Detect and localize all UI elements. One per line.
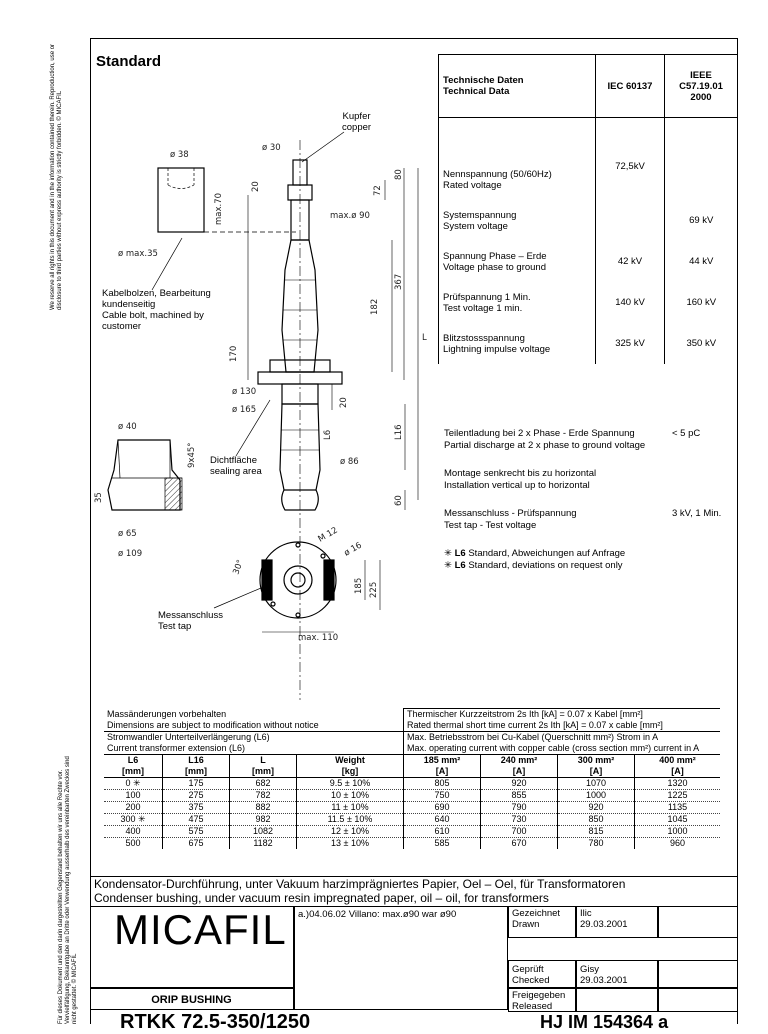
- dim-chamfer: 9x45°: [187, 442, 197, 468]
- released-value: [576, 988, 658, 1012]
- checked-value: Gisy 29.03.2001: [576, 960, 658, 988]
- released-label: Freigegeben Released: [508, 988, 576, 1012]
- dim-170: 170: [229, 345, 239, 362]
- table-row: 100 275 782 10 ± 10% 750 855 1000 1225: [104, 790, 720, 802]
- td-row: Prüfspannung 1 Min. Test voltage 1 min. 140 kV 160 kV: [439, 282, 738, 323]
- drawn-label: Gezeichnet Drawn: [508, 906, 576, 938]
- dim-d40: ø 40: [118, 422, 137, 432]
- dim-72: 72: [373, 185, 383, 196]
- td-header-label: Technische Daten Technical Data: [439, 55, 596, 118]
- sheet-title: Standard: [96, 53, 162, 70]
- dim-maxd35: ø max.35: [118, 249, 158, 259]
- table-row: 500 675 1182 13 ± 10% 585 670 780 960: [104, 838, 720, 850]
- drawn-sign: [658, 906, 738, 938]
- dimensions-table: Massänderungen vorbehalten Thermischer Kurzzeitstrom 2s Ith [kA] = 0.07 x Kabel [mm²] Dimensions are subject to modification without notice Rated thermal short time current 2s Ith [kA] = 0.07 x cable [mm²] Stromwandler Unterteilverlängerung (L6) Max. Betriebsstrom bei Cu-Kabel (Querschnitt mm²) Strom in A Current transformer extension (L6) Max. operating current with copper cable (cross section mm²) current in A L6 L16 L Weight 185 mm² 240 mm² 300 mm² 400 mm² [mm] [mm] [mm] [kg] [A] [A] [A] [A] 0 ✳ 175 682 9.5 ± 10% 805 920 1070 1320 100 275 782 10 ± 10% 750 855 1000 1225 200 375 882 11 ± 10% 690 790 920 1135 300 ✳ 475 982 11.5 ± 10% 640 730 850 1045 400 575 1082 12 ± 10% 610 700 815 1000 500 675 1182 13 ± 10% 585 670 780 960: [104, 708, 720, 849]
- type-code: RTKK 72.5-350/1250: [120, 1011, 311, 1033]
- label-test-tap: Messanschluss Test tap: [158, 610, 223, 632]
- dim-80: 80: [394, 169, 404, 180]
- product-name: ORIP BUSHING: [90, 988, 294, 1010]
- drawn-value: Ilic 29.03.2001: [576, 906, 658, 938]
- info-installation: Montage senkrecht bis zu horizontal Installation vertical up to horizontal: [444, 468, 597, 491]
- dim-L16: L16: [394, 424, 404, 440]
- dim-d130: ø 130: [232, 387, 257, 397]
- dim-d86: ø 86: [340, 457, 359, 467]
- revision-box: a.)04.06.02 Villano: max.ø90 war ø90: [294, 906, 508, 1010]
- dim-maxd90: max.ø 90: [330, 211, 370, 221]
- td-row: Nennspannung (50/60Hz) Rated voltage 72,5kV: [439, 159, 738, 200]
- dim-d65: ø 65: [118, 529, 137, 539]
- table-row: 400 575 1082 12 ± 10% 610 700 815 1000: [104, 826, 720, 838]
- dim-d165: ø 165: [232, 405, 257, 415]
- dim-182: 182: [370, 298, 380, 315]
- dim-d38: ø 38: [170, 150, 189, 160]
- dim-367: 367: [394, 273, 404, 290]
- dim-m12: M 12: [316, 525, 340, 545]
- star-icon: ✳: [132, 778, 141, 788]
- dim-30deg: 30°: [231, 558, 246, 577]
- checked-sign: [658, 960, 738, 988]
- rights-note-bottom: Für dieses Dokument und den darin dargestellten Gegenstand behalten wir uns alle Rechte vor. Vervielfältigung, Bekanntgabe an Dritte oder Verwendung ausserhalb des vereinbarten Zweckes sind nicht gestattet. © MICAFIL: [58, 756, 78, 1024]
- dim-L: L: [422, 333, 427, 343]
- label-copper: Kupfer copper: [342, 111, 372, 133]
- dim-d109: ø 109: [118, 549, 143, 559]
- dim-20: 20: [251, 181, 261, 192]
- star-icon: ✳: [444, 548, 452, 559]
- dim-d16: ø 16: [342, 540, 364, 559]
- bushing-description: Kondensator-Durchführung, unter Vakuum harzimprägniertes Papier, Oel – Oel, für Transformatoren Condenser bushing, under vacuum resin impregnated paper, oil – oil, for transformers: [90, 876, 738, 905]
- dim-35: 35: [94, 492, 104, 503]
- micafil-logo: MICAFIL: [114, 906, 287, 953]
- label-sealing-area: Dichtfläche sealing area: [210, 455, 262, 477]
- td-header-iec: IEC 60137: [596, 55, 665, 118]
- td-header-ieee: IEEE C57.19.01 2000: [665, 55, 738, 118]
- cable-bolt-shape: [158, 168, 204, 232]
- table-row: 0 ✳ 175 682 9.5 ± 10% 805 920 1070 1320: [104, 778, 720, 790]
- info-test-tap-value: 3 kV, 1 Min.: [672, 508, 722, 519]
- star-icon: ✳: [444, 560, 452, 571]
- dim-185: 185: [354, 577, 364, 594]
- dim-d30: ø 30: [262, 143, 281, 153]
- dim-60: 60: [394, 495, 404, 506]
- star-icon: ✳: [138, 814, 146, 824]
- info-test-tap: Messanschluss - Prüfspannung Test tap - Test voltage: [444, 508, 577, 531]
- td-row: Blitzstossspannung Lightning impulse voltage 325 kV 350 kV: [439, 323, 738, 364]
- label-cable-bolt: Kabelbolzen, Bearbeitung kundenseitig Cable bolt, machined by customer: [102, 288, 211, 332]
- dimensions-table-header: L6 L16 L Weight 185 mm² 240 mm² 300 mm² 400 mm²: [104, 755, 720, 767]
- td-row: Spannung Phase – Erde Voltage phase to ground 42 kV 44 kV: [439, 241, 738, 282]
- dim-max110: max. 110: [298, 633, 339, 643]
- table-row: 300 ✳ 475 982 11.5 ± 10% 640 730 850 1045: [104, 814, 720, 826]
- info-partial-discharge-value: < 5 pC: [672, 428, 701, 439]
- dim-225: 225: [369, 581, 379, 598]
- released-sign: [658, 988, 738, 1012]
- table-row: 200 375 882 11 ± 10% 690 790 920 1135: [104, 802, 720, 814]
- rights-note-top: We reserve all rights in this document and in the information contained therein. Reproduction, use or disclosure to third parties without express authority is strictly forbidden. © MICAFIL: [50, 43, 63, 310]
- td-row: Systemspannung System voltage 69 kV: [439, 200, 738, 241]
- document-number: HJ IM 154364 a: [540, 1012, 669, 1032]
- info-partial-discharge: Teilentladung bei 2 x Phase - Erde Spannung Partial discharge at 2 x phase to ground voltage: [444, 428, 646, 451]
- dim-L6: L6: [323, 429, 333, 440]
- checked-label: Geprüft Checked: [508, 960, 576, 988]
- dim-20b: 20: [339, 397, 349, 408]
- dim-max70: max.70: [214, 192, 224, 225]
- l6-note: ✳ L6 Standard, Abweichungen auf Anfrage ✳ L6 Standard, deviations on request only: [444, 548, 626, 571]
